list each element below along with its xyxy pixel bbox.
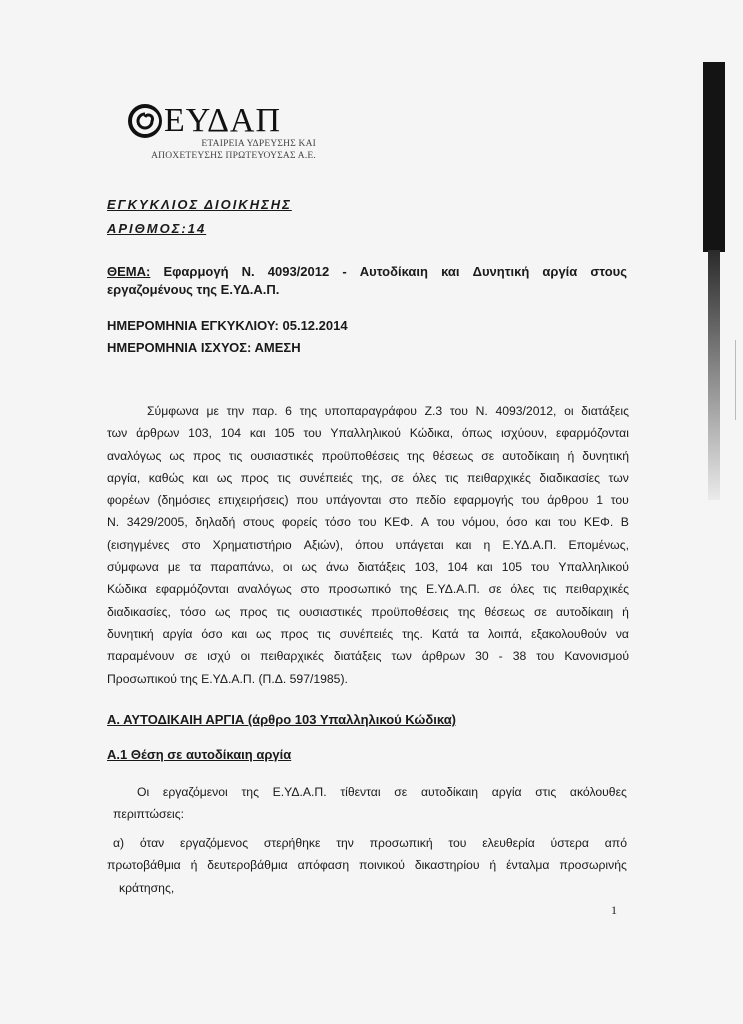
word: στο [389,493,408,508]
paragraph-line [107,623,629,645]
word: του [358,515,377,530]
word: λοιπά, [488,626,523,641]
circular-number: ΑΡΙΘΜΟΣ:14 [107,221,207,236]
word: τα [189,560,202,575]
word: Σύμφωνα [147,404,199,418]
word: Ζ.3 [424,404,443,418]
word: στερήθηκε [263,836,321,850]
word: πεδίο [415,493,446,508]
word: στο [300,582,320,597]
section-a-intro [107,781,627,826]
effective-date: ΗΜΕΡΟΜΗΝΙΑ ΙΣΧΥΟΣ: ΑΜΕΣΗ [107,340,301,355]
paragraph-line [107,467,629,489]
paragraph-line [107,781,627,803]
word: σύμφωνα [107,560,159,575]
paragraph-line [107,422,629,444]
word: Ν. [475,404,488,418]
subject-word: 4093/2012 [267,264,330,279]
word: διατάξεις [581,404,629,418]
word: αναλόγως [107,448,162,463]
word: ουσιαστικές [298,604,363,619]
paragraph-line [107,832,627,854]
word: υπάγεται [395,537,444,552]
word: τις [543,582,557,597]
word: αναλόγως [237,582,292,597]
word: ουσιαστικές [250,448,314,463]
paragraph-line [107,511,629,533]
word: τα [467,626,480,641]
paragraph-line: περιπτώσεις: [113,807,184,822]
word: ΚΕΦ. [583,515,614,530]
word: προσωπικό [328,582,392,597]
word: Υπαλληλικού [558,560,629,575]
word: σε [488,582,502,597]
word: ποινικού [359,858,405,873]
word: στους [242,515,275,530]
word: 103, [188,426,212,441]
word: Αξιών), [303,537,344,552]
word: διαδικασίες [539,470,600,485]
word: σε [481,448,495,463]
word: αυτοδίκαιη [502,448,560,463]
word: 30 [475,649,489,664]
word: όλες [412,470,437,485]
word: της, [361,470,383,485]
word: 105 [274,426,295,441]
word: τις [228,448,243,463]
word: προσωρινής [559,858,627,873]
word: (εισηγμένες [107,537,170,552]
word: Υπαλληλικού [330,426,401,441]
word: υπάγονται [325,493,382,508]
subject-word: αργία [542,264,578,279]
word: ή [567,448,575,463]
word: 105 [501,560,523,575]
word: της [407,448,425,463]
word: με [167,560,181,575]
word: φορέων [107,493,150,508]
logo-subtitle-line1: ΕΤΑΙΡΕΙΑ ΥΔΡΕΥΣΗΣ ΚΑΙ [201,139,316,149]
word: Ε.ΥΔ.Α.Π. [425,582,480,597]
paragraph-line [107,645,629,667]
word: του [303,426,322,441]
word: εξακολουθούν [531,626,607,641]
word: Ε.ΥΔ.Α.Π. [502,537,557,552]
word: (δημόσιες [157,493,211,508]
paragraph-line [107,445,629,467]
word: ΚΕΦ. [384,515,414,530]
word: με [206,404,219,418]
section-a1-heading: Α.1 Θέση σε αυτοδίκαιη αργία [107,747,292,762]
scan-artifact-line [735,340,736,420]
word: του [521,493,540,508]
word: 6 [285,404,292,418]
word: τις [277,470,291,485]
word: ισχύ [207,649,231,664]
word: 1 [596,493,603,508]
word: και [249,426,266,441]
word: ως [301,560,317,575]
word: προσωπική [369,836,433,850]
word: Ε.ΥΔ.Α.Π. [272,785,327,799]
subject-line-1 [107,263,627,281]
subject-word: Εφαρμογή [163,264,229,279]
word: όταν [139,836,165,850]
word: αργία [491,785,522,799]
word: αυτοδίκαιη [420,785,479,799]
word: της [241,785,259,799]
word: του [558,515,577,530]
word: Κανονισμού [564,649,629,664]
word: προς [239,604,268,619]
paragraph-line [107,601,629,623]
word: και [455,537,472,552]
word: πρωτοβάθμια [107,858,181,873]
word: 38 [512,649,527,664]
word: άνω [326,560,349,575]
word: δευτεροβάθμια [207,858,288,873]
word: όπως [461,426,493,441]
subject-block [107,263,627,299]
word: τις [317,626,331,641]
word: του [436,515,455,530]
word: την [336,836,354,850]
word: τόσο [180,604,206,619]
subject-word: και [441,264,460,279]
page-number: 1 [611,903,617,917]
logo-name: ΕΥΔΑΠ [164,102,282,139]
word: - [498,649,503,664]
word: της. [402,626,423,641]
word: και [192,470,209,485]
section-a-heading: Α. ΑΥΤΟΔΙΚΑΙΗ ΑΡΓΙΑ (άρθρο 103 Υπαλληλικού Κώδικα) [107,712,457,727]
word: όσο [201,626,223,641]
word: του [531,560,550,575]
word: δηλαδή [195,515,236,530]
word: σε [184,649,198,664]
word: εφαρμόζονται [555,426,629,441]
paragraph-line: Προσωπικού της Ε.ΥΔ.Α.Π. (Π.Δ. 597/1985). [107,671,348,686]
word: συνέπειές [299,470,353,485]
subject-label: ΘΕΜΑ: [107,264,151,279]
subject-line-2: εργαζομένους της Ε.ΥΔ.Α.Π. [107,282,280,297]
word: Ν. [107,515,120,530]
word: θέσεως [484,604,525,619]
word: Οι [137,785,150,799]
word: τις [445,470,459,485]
word: τις [276,604,290,619]
word: όλες [510,582,535,597]
word: Κώδικα, [409,426,454,441]
word: αυτοδίκαιη [556,604,614,619]
spiral-logo-icon [128,104,162,138]
word: άρθρων [421,649,466,664]
word: διατάξεις [333,649,382,664]
word: ελευθερία [482,836,535,850]
word: και [476,560,493,575]
word: του [449,404,468,418]
word: καθώς [148,470,184,485]
word: υποπαραγράφου [324,404,417,418]
word: Χρηματιστήριο [212,537,292,552]
subject-word: Δυνητική [472,264,530,279]
word: 104 [447,560,468,575]
word: επιχειρήσεις) [218,493,289,508]
word: πειθαρχικές [565,582,629,597]
word: ως [169,448,185,463]
word: σε [390,470,404,485]
word: οι [240,649,251,664]
word: στις [535,785,557,799]
word: αργία, [107,470,141,485]
word: 104 [220,426,242,441]
word: εργαζόμενοι [162,785,228,799]
scan-edge-shadow [703,62,725,252]
word: ισχύουν, [500,426,548,441]
word: Κατά [431,626,459,641]
word: και [231,626,248,641]
word: πειθαρχικές [260,649,324,664]
word: των [107,426,128,441]
word: προϋποθέσεις [371,604,449,619]
word: Κώδικα [107,582,147,597]
paragraph-line [107,854,627,876]
section-a-item-a [107,832,627,899]
paragraph-line: κράτησης, [119,880,175,895]
word: άρθρων [136,426,180,441]
scan-edge-shadow-fade [708,250,720,500]
word: συνέπειές [339,626,394,641]
company-logo [128,104,328,162]
word: 4093/2012, [495,404,557,418]
word: 3429/2005, [126,515,188,530]
subject-word: Ν. [241,264,255,279]
word: όσο [506,515,528,530]
word: 103, [414,560,439,575]
paragraph-line [107,400,629,422]
logo-subtitle-line2: ΑΠΟΧΕΤΕΥΣΗΣ ΠΡΩΤΕΥΟΥΣΑΣ Α.Ε. [151,151,316,161]
word: προς [192,448,221,463]
word: από [604,836,627,850]
paragraph-line [107,534,629,556]
word: όπου [355,537,384,552]
word: άρθρου [547,493,589,508]
circular-title: ΕΓΚΥΚΛΙΟΣ ΔΙΟΙΚΗΣΗΣ [107,197,292,212]
word: δυνητική [582,448,629,463]
word: και [535,515,551,530]
paragraph-line [107,489,629,511]
word: εργαζόμενος [180,836,249,850]
word: της [399,582,418,597]
paragraph-1 [107,400,629,690]
word: θέσεως [432,448,474,463]
subject-word: - [342,264,347,279]
word: νόμου, [462,515,499,530]
word: η [483,537,491,552]
word: ένταλμα [506,858,550,873]
word: των [608,470,629,485]
word: σε [394,785,408,799]
word: απόφαση [297,858,350,873]
word: στο [181,537,201,552]
word: παραπάνω, [210,560,274,575]
word: του [448,836,467,850]
word: του [610,493,629,508]
word: παραμένουν [107,649,175,664]
word: της [299,404,318,418]
word: αργία [162,626,193,641]
circular-date: ΗΜΕΡΟΜΗΝΙΑ ΕΓΚΥΚΛΙΟΥ: 05.12.2014 [107,318,348,333]
word: να [615,626,629,641]
word: των [391,649,412,664]
subject-word: στους [590,264,627,279]
subject-word: Αυτοδίκαιη [359,264,428,279]
word: δυνητική [107,626,154,641]
word: παρ. [251,404,278,418]
word: τόσο [324,515,351,530]
word: εφαρμογής [453,493,514,508]
word: φορείς [281,515,318,530]
word: ως [256,626,272,641]
word: οι [564,404,574,418]
word: προϋποθέσεις [321,448,400,463]
paragraph-line [107,556,629,578]
word: τίθενται [340,785,381,799]
word: Β [620,515,629,530]
word: δικαστηρίου [414,858,480,873]
word: Επομένως, [568,537,629,552]
word: σε [533,604,547,619]
word: οι [282,560,293,575]
word: Α [420,515,430,530]
word: που [296,493,319,508]
word: ύστερα [550,836,589,850]
paragraph-line [107,578,629,600]
word: ακόλουθες [569,785,627,799]
word: προς [280,626,309,641]
word: πειθαρχικές [467,470,531,485]
word: ή [190,858,198,873]
word: προς [240,470,269,485]
word: ή [622,604,629,619]
word: του [536,649,555,664]
word: α) [113,836,125,850]
word: διαδικασίες, [107,604,171,619]
word: της [457,604,476,619]
word: ως [214,604,231,619]
word: διατάξεις [357,560,406,575]
word: την [226,404,245,418]
word: εφαρμόζονται [155,582,229,597]
word: ως [216,470,233,485]
word: ή [489,858,497,873]
